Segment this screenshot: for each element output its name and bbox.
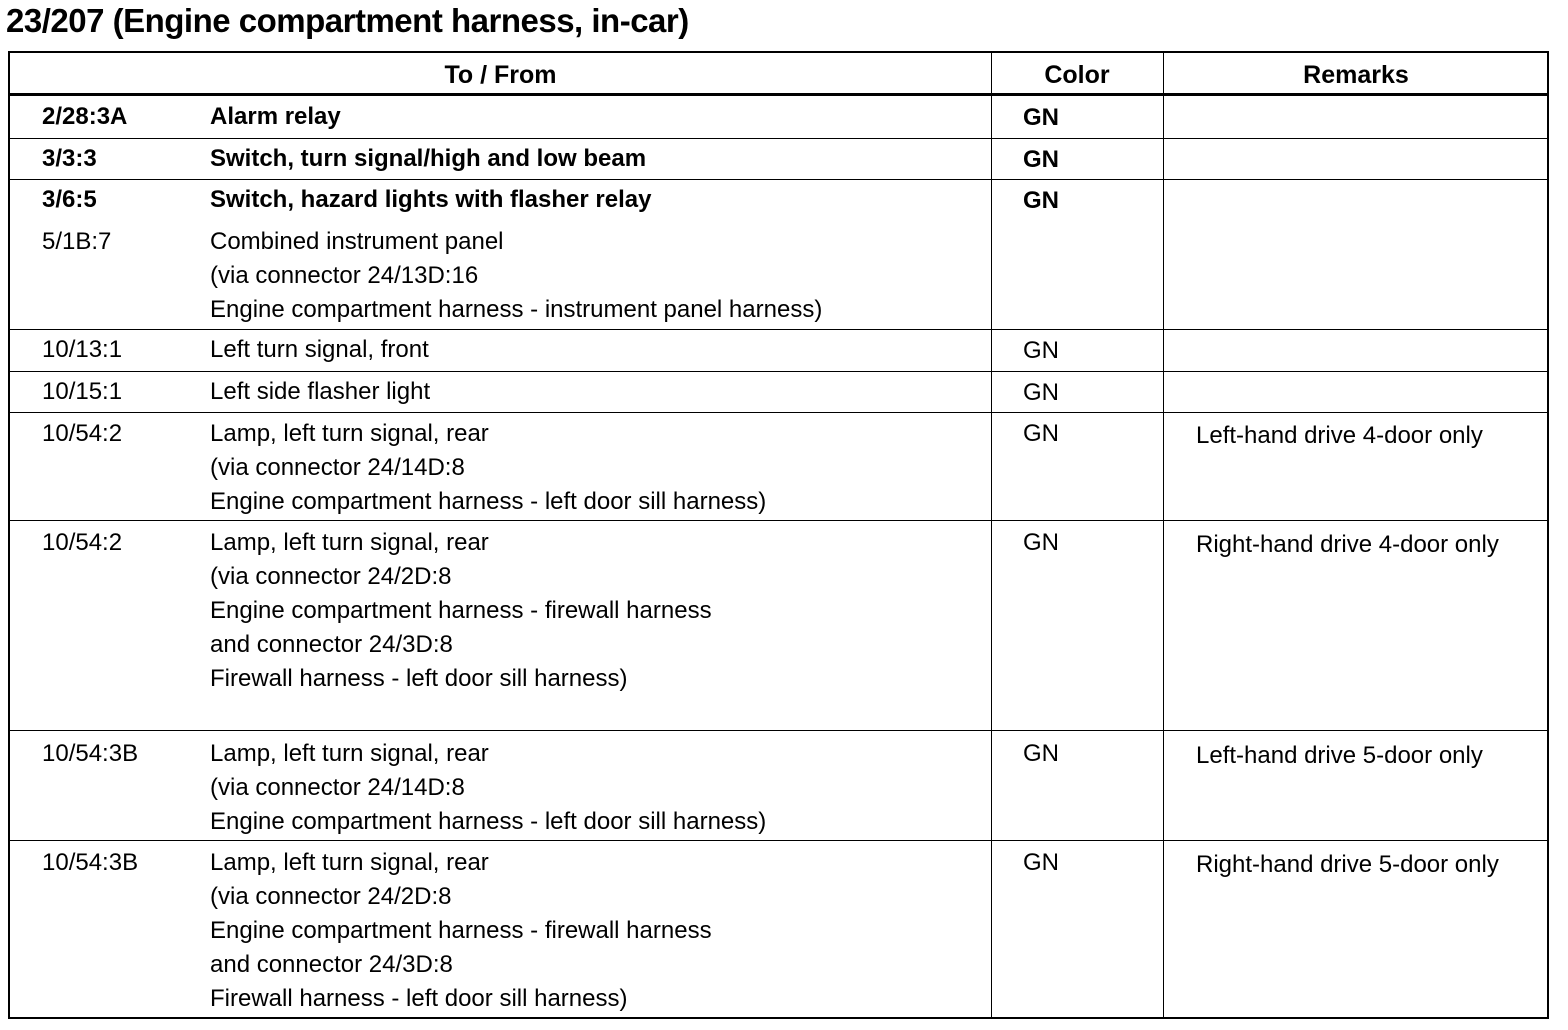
to-from-line: Lamp, left turn signal, rear <box>210 740 489 767</box>
to-from-line: Engine compartment harness - firewall harness <box>210 597 712 624</box>
to-from-line: Engine compartment harness - left door sill harness) <box>210 488 767 515</box>
to-from-line: (via connector 24/14D:8 <box>210 774 465 801</box>
row-code: 3/3:3 <box>42 145 97 172</box>
row-color: GN <box>1023 337 1059 364</box>
to-from-line: Left turn signal, front <box>210 336 429 363</box>
row-color: GN <box>1023 104 1059 131</box>
row-code: 5/1B:7 <box>42 228 112 255</box>
row-code: 10/15:1 <box>42 378 123 405</box>
row-color: GN <box>1023 146 1059 173</box>
row-remarks: Right-hand drive 4-door only <box>1196 531 1499 558</box>
to-from-line: Engine compartment harness - left door sill harness) <box>210 808 767 835</box>
to-from-line: (via connector 24/14D:8 <box>210 454 465 481</box>
table-row <box>10 372 1547 413</box>
to-from-line: Switch, hazard lights with flasher relay <box>210 186 652 213</box>
row-to-from <box>210 100 341 134</box>
row-code: 2/28:3A <box>42 103 128 130</box>
row-to-from <box>210 142 646 176</box>
to-from-line: (via connector 24/13D:16 <box>210 262 479 289</box>
row-remarks: Left-hand drive 5-door only <box>1196 742 1483 769</box>
row-to-from <box>210 333 429 367</box>
row-to-from <box>210 737 766 839</box>
row-color: GN <box>1023 187 1059 214</box>
to-from-line: Lamp, left turn signal, rear <box>210 849 489 876</box>
to-from-line: Lamp, left turn signal, rear <box>210 420 489 447</box>
row-code: 10/54:3B <box>42 849 139 876</box>
table-row-group <box>10 180 1547 330</box>
table-row <box>10 330 1547 372</box>
document-title: 23/207 (Engine compartment harness, in-car) <box>6 2 689 39</box>
row-color: GN <box>1023 420 1059 447</box>
row-code: 3/6:5 <box>42 186 97 213</box>
row-code: 10/54:3B <box>42 740 139 767</box>
to-from-line: Firewall harness - left door sill harness) <box>210 665 628 692</box>
table-row <box>10 413 1547 521</box>
header-to-from: To / From <box>444 61 557 89</box>
row-remarks: Right-hand drive 5-door only <box>1196 851 1499 878</box>
row-to-from <box>210 183 651 217</box>
row-code: 10/13:1 <box>42 336 123 363</box>
row-to-from <box>210 846 712 1016</box>
wiring-table <box>8 51 1549 1019</box>
table-row <box>10 841 1547 1017</box>
table-row <box>10 731 1547 841</box>
row-to-from <box>210 225 822 327</box>
to-from-line: Lamp, left turn signal, rear <box>210 529 489 556</box>
to-from-line: Engine compartment harness - instrument panel harness) <box>210 296 823 323</box>
to-from-line: and connector 24/3D:8 <box>210 951 453 978</box>
to-from-line: Left side flasher light <box>210 378 431 405</box>
to-from-line: Combined instrument panel <box>210 228 504 255</box>
to-from-line: Switch, turn signal/high and low beam <box>210 145 647 172</box>
row-color: GN <box>1023 529 1059 556</box>
row-color: GN <box>1023 740 1059 767</box>
to-from-line: and connector 24/3D:8 <box>210 631 453 658</box>
table-row <box>10 139 1547 180</box>
row-to-from <box>210 417 766 519</box>
to-from-line: Firewall harness - left door sill harness) <box>210 985 628 1012</box>
table-row <box>10 96 1547 139</box>
row-code: 10/54:2 <box>42 420 123 447</box>
header-color: Color <box>1044 61 1110 89</box>
table-row <box>10 521 1547 731</box>
row-remarks: Left-hand drive 4-door only <box>1196 422 1483 449</box>
table-header-row <box>10 53 1547 96</box>
to-from-line: (via connector 24/2D:8 <box>210 563 452 590</box>
to-from-line: Engine compartment harness - firewall harness <box>210 917 712 944</box>
row-to-from <box>210 526 712 696</box>
row-to-from <box>210 375 430 409</box>
row-color: GN <box>1023 379 1059 406</box>
row-code: 10/54:2 <box>42 529 123 556</box>
row-color: GN <box>1023 849 1059 876</box>
header-remarks: Remarks <box>1303 61 1409 89</box>
to-from-line: (via connector 24/2D:8 <box>210 883 452 910</box>
to-from-line: Alarm relay <box>210 103 341 130</box>
